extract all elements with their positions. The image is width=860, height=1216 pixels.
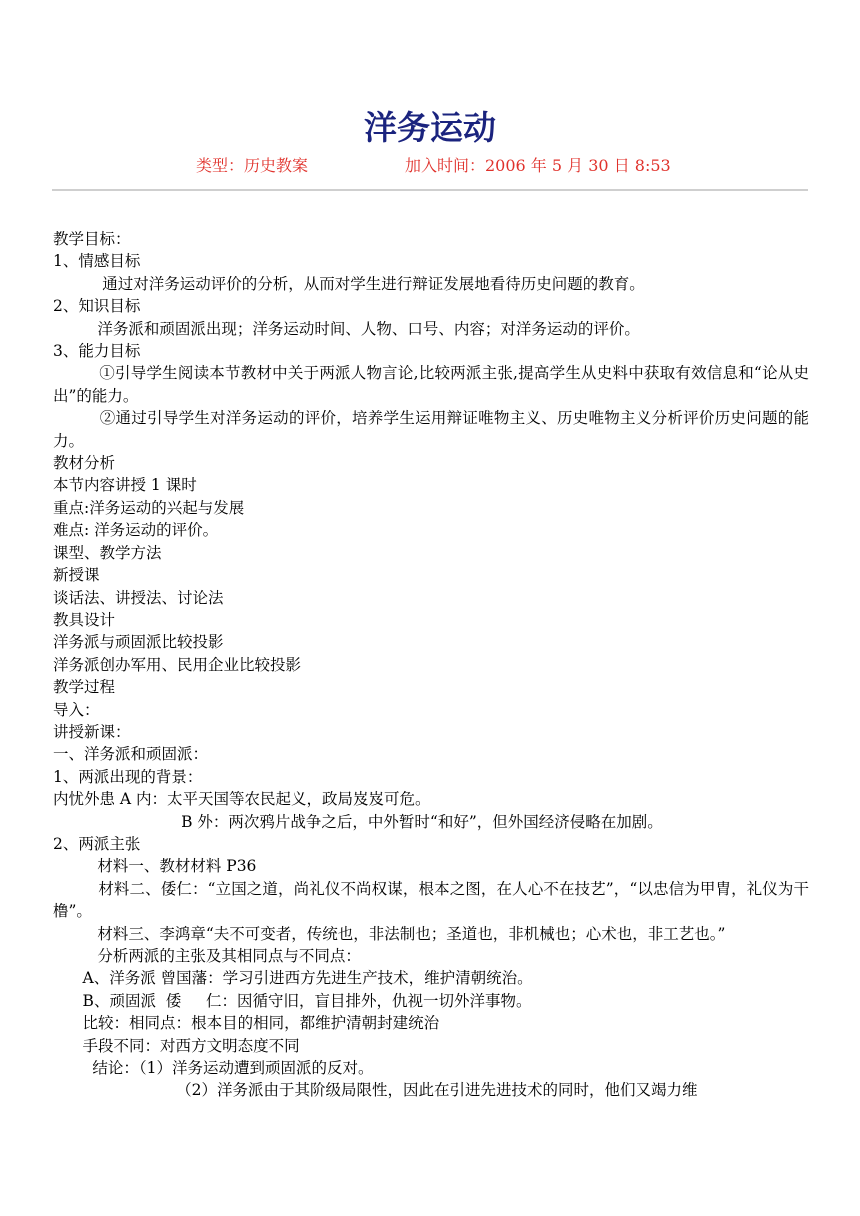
document-type-label: 类型：历史教案: [196, 156, 309, 175]
text-line: A、洋务派 曾国藩：学习引进西方先进生产技术，维护清朝统治。: [53, 969, 533, 988]
text-line: B、顽固派 倭 仁：因循守旧，盲目排外，仇视一切外洋事物。: [53, 991, 532, 1010]
document-body: [53, 228, 809, 1102]
text-line: 2、知识目标: [53, 297, 141, 316]
text-line: 难点: 洋务运动的评价。: [53, 521, 219, 540]
text-line: 新授课: [53, 566, 100, 585]
header-divider: [52, 189, 808, 191]
text-line: 导入：: [53, 700, 100, 719]
text-line: 手段不同：对西方文明态度不同: [53, 1036, 300, 1055]
document-date-label: 加入时间：2006 年 5 月 30 日 8:53: [405, 156, 671, 175]
text-line: 教学目标：: [53, 230, 131, 248]
text-line: 材料一、教材材料 P36: [53, 857, 257, 876]
text-paragraph: ②通过引导学生对洋务运动的评价，培养学生运用辩证唯物主义、历史唯物主义分析评价历史问题的能力。: [53, 409, 809, 450]
text-line: 重点:洋务运动的兴起与发展: [53, 498, 245, 517]
text-line: 分析两派的主张及其相同点与不同点：: [53, 947, 361, 965]
text-line: 洋务派与顽固派比较投影: [53, 633, 224, 652]
text-line: 一、洋务派和顽固派：: [53, 745, 209, 764]
text-line: 课型、教学方法: [53, 543, 162, 562]
text-line: 2、两派主张: [53, 834, 141, 853]
text-line: 内忧外患 A 内：太平天国等农民起义，政局岌岌可危。: [53, 790, 431, 809]
text-paragraph: 材料二、倭仁：“立国之道，尚礼仪不尚权谋，根本之图，在人心不在技艺”，“以忠信为甲胄，礼仪为干橹”。: [53, 879, 810, 921]
text-line: 教材分析: [53, 454, 116, 473]
document-title: 洋务运动: [364, 108, 496, 147]
text-paragraph: ①引导学生阅读本节教材中关于两派人物言论,比较两派主张,提高学生从史料中获取有效信息和“论从史出”的能力。: [53, 364, 809, 405]
text-line: 1、情感目标: [53, 252, 141, 271]
text-line: 教学过程: [53, 678, 116, 697]
text-line: （2）洋务派由于其阶级局限性，因此在引进先进技术的同时，他们又竭力维: [53, 1081, 698, 1100]
text-line: 结论：（1）洋务运动遭到顽固派的反对。: [53, 1059, 374, 1078]
text-line: 讲授新课：: [53, 722, 131, 741]
text-line: 教具设计: [53, 610, 116, 629]
text-line: 通过对洋务运动评价的分析，从而对学生进行辩证发展地看待历史问题的教育。: [53, 274, 645, 293]
text-line: 谈话法、讲授法、讨论法: [53, 588, 224, 607]
text-line: B 外：两次鸦片战争之后，中外暂时“和好”，但外国经济侵略在加剧。: [53, 812, 663, 831]
text-line: 洋务派和顽固派出现；洋务运动时间、人物、口号、内容；对洋务运动的评价。: [53, 319, 640, 338]
text-line: 材料三、李鸿章“夫不可变者，传统也，非法制也；圣道也，非机械也；心术也，非工艺也。”: [53, 924, 726, 943]
text-line: 比较：相同点：根本目的相同，都维护清朝封建统治: [53, 1014, 440, 1033]
text-line: 3、能力目标: [53, 342, 141, 361]
text-line: 本节内容讲授 1 课时: [53, 476, 197, 495]
text-line: 1、两派出现的背景：: [53, 767, 203, 786]
text-line: 洋务派创办军用、民用企业比较投影: [53, 655, 302, 674]
